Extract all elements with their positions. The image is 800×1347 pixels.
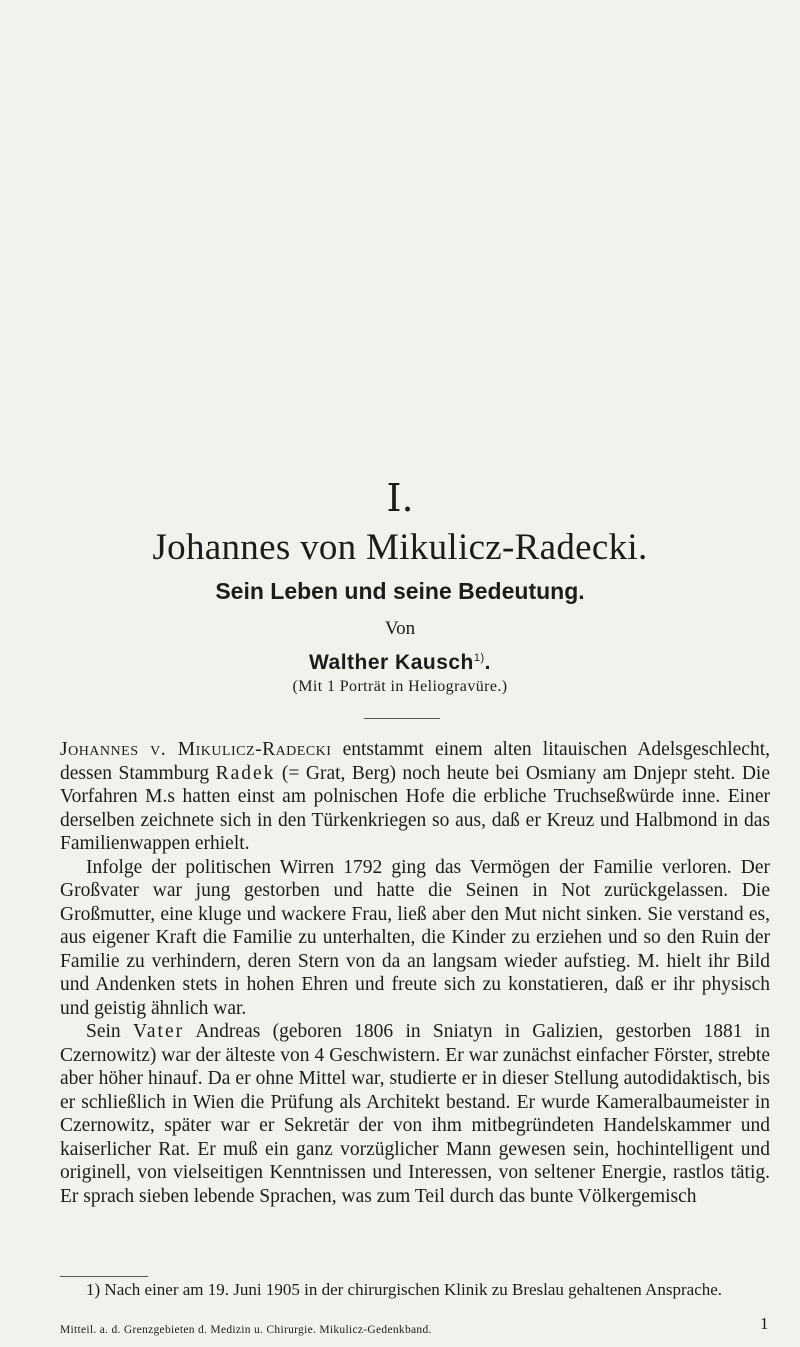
emphasis-vater: Vater (132, 1021, 185, 1042)
author: Walther Kausch$^{1)}$. (308, 651, 492, 674)
portrait-note: (Mit 1 Porträt in Heliogravüre.) (292, 678, 508, 695)
author-name: Walther Kausch (308, 651, 474, 674)
paragraph-1 (60, 738, 770, 856)
paragraph-2: Infolge der politischen Wirren 1792 ging das Vermögen der Familie verloren. Der Großvater war jung gestorben und hatte die Seinen in Not zurückgelassen. Die Großmutter, eine kluge und wackere Frau, ließ aber den Mut nicht sinken. Sie verstand es, aus eigener Kraft die Familie zu unterhalten, die Kinder zu erziehen und so den Ruin der Familie zu verhindern, deren Stern von da an langsam wieder aufstieg. M. hielt ihr Bild und Andenken stets in hohen Ehren und freute sich zu konstatieren, daß er ihr physisch und geistig ähnlich war. (60, 856, 770, 1019)
paragraph-1-text-a: entstammt einem alten litauischen Adelsgeschlecht, dessen Stammburg (60, 739, 770, 784)
paragraph-3-text-b: Andreas (geboren 1806 in Sniatyn in Galizien, gestorben 1881 in Czernowitz) war der älteste von 4 Geschwistern. Er war zunächst einfacher Förster, strebte aber höher hinauf. Da er ohne Mittel war, studierte er in dieser Stellung autodidaktisch, bis er schließlich in Wien die Prüfung als Architekt bestand. Er wurde Kameralbaumeister in Czernowitz, später war er Sekretär der von ihm mitbegründeten Handelskammer und kaiserlicher Rat. Er muß ein ganz vorzüglicher Mann gewesen sein, hochintelligent und originell, von vielseitigen Kenntnissen und Interessen, von seltener Energie, rastlos tätig. Er sprach sieben lebende Sprachen, was zum Teil durch das bunte Völkergemisch (60, 1021, 771, 1207)
paragraph-3 (60, 1020, 770, 1208)
footnote-text: 1) Nach einer am 19. Juni 1905 in der chirurgischen Klinik zu Breslau gehaltenen Ansprache. (86, 1280, 723, 1299)
title-divider (364, 718, 440, 719)
footnote-divider (60, 1276, 148, 1277)
subject-name: Johannes v. Mikulicz-Radecki (60, 739, 332, 760)
page-number: 1 (760, 1314, 769, 1333)
page-title: Johannes von Mikulicz-Radecki. (152, 527, 648, 568)
chapter-number: I. (386, 476, 414, 520)
emphasis-radek: Radek (215, 762, 276, 784)
paragraph-1-text-b: (= Grat, Berg) noch heute bei Osmiany am Dnjepr steht. Die Vorfahren M.s hatten einst am polnischen Hofe die erbliche Truchseßwürde inne. Einer derselben zeichnete sich in den Türkenkriegen so aus, daß er Kreuz und Halbmond in das Familienwappen erhielt. (60, 762, 770, 854)
paragraph-3-text-a: Sein (86, 1021, 133, 1042)
byline: Von (384, 618, 416, 639)
source-line: Mitteil. a. d. Grenzgebieten d. Medizin u. Chirurgie. Mikulicz-Gedenkband. (60, 1324, 432, 1336)
subtitle: Sein Leben und seine Bedeutung. (215, 578, 585, 604)
footnote-marker: 1) (473, 652, 485, 664)
footnote (60, 1279, 770, 1300)
body-text (60, 738, 770, 1208)
